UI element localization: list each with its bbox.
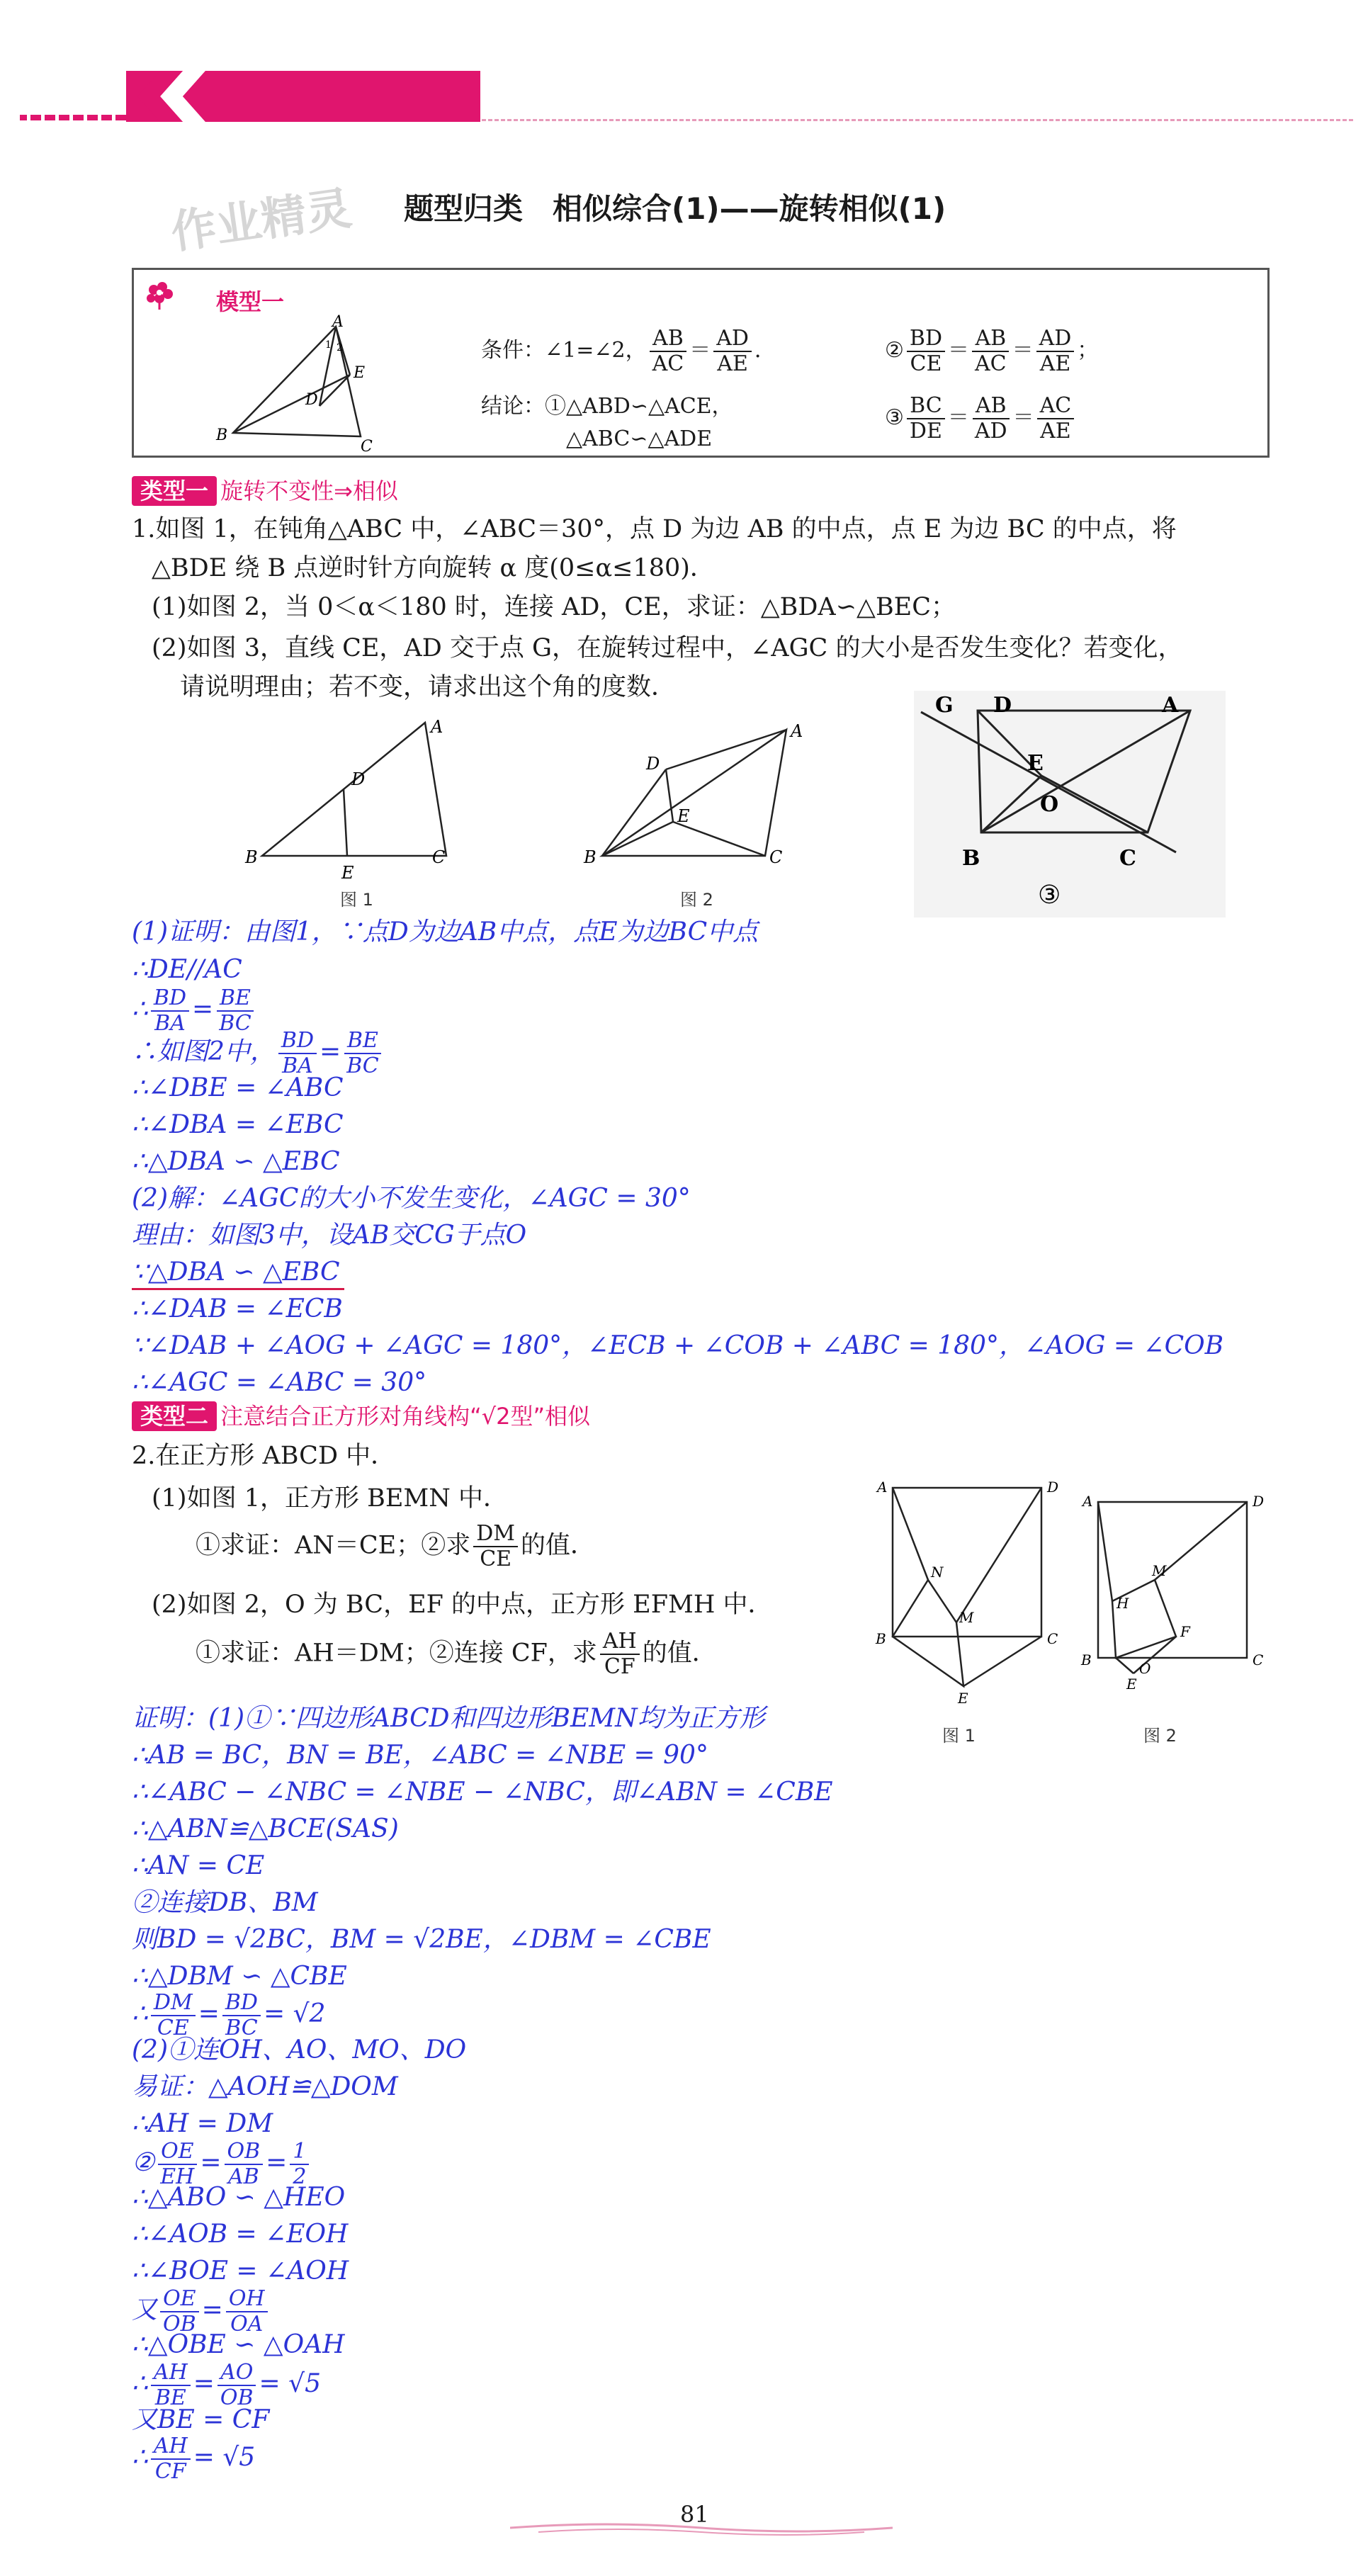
a2-line-2: ∴AB = BC，BN = BE，∠ABC = ∠NBE = 90° bbox=[132, 1741, 708, 1770]
a2-line-6: ②连接DB、BM bbox=[132, 1888, 318, 1917]
a2-line-17: 又 $\frac{OE}{OB}$ = $\frac{OH}{OA}$ bbox=[132, 2287, 271, 2337]
model-result-2: ② $\frac{BD}{CE}$ ＝ $\frac{AB}{AC}$ ＝ $\frac{AD}{AE}$ ； bbox=[885, 326, 1099, 376]
q2-line3: ①求证：AN＝CE；②求 $\frac{DM}{CE}$ 的值． bbox=[196, 1521, 596, 1571]
svg-text:B: B bbox=[245, 847, 258, 867]
model-angle-1: 1 bbox=[325, 339, 332, 351]
model-label-e: E bbox=[354, 364, 366, 382]
model-conclusion: 结论：①△ABD∽△ACE， bbox=[481, 394, 733, 419]
svg-text:O: O bbox=[1040, 792, 1059, 817]
svg-text:N: N bbox=[931, 1564, 944, 1581]
a1-line-8: (2)解：∠AGC的大小不发生变化，∠AGC = 30° bbox=[132, 1184, 691, 1213]
a2-line-15: ∴∠AOB = ∠EOH bbox=[132, 2220, 349, 2249]
svg-text:F: F bbox=[1180, 1623, 1190, 1640]
a2-line-4: ∴△ABN≌△BCE(SAS) bbox=[132, 1814, 399, 1843]
page-title: 题型归类 相似综合(1)——旋转相似(1) bbox=[404, 191, 946, 226]
q2-line4: (2)如图 2，O 为 BC，EF 的中点，正方形 EFMH 中． bbox=[152, 1591, 773, 1619]
a2-line-18: ∴△OBE ∽ △OAH bbox=[132, 2330, 345, 2359]
type1-tag: 类型一 bbox=[132, 476, 217, 506]
q1-figure-1 bbox=[241, 708, 496, 900]
q1-fig2-caption: 图 2 bbox=[680, 890, 713, 910]
model-angle-2: 2 bbox=[337, 342, 343, 354]
svg-text:B: B bbox=[962, 846, 980, 871]
q2-fig2-caption: 图 2 bbox=[1143, 1726, 1177, 1746]
a2-line-19: ∴ $\frac{AH}{BE}$ = $\frac{AO}{OB}$ = √5 bbox=[132, 2360, 321, 2410]
svg-text:C: C bbox=[769, 847, 783, 867]
svg-text:E: E bbox=[1126, 1676, 1137, 1693]
q1-fig3-caption: ③ bbox=[1038, 881, 1061, 910]
svg-text:D: D bbox=[351, 769, 366, 789]
a2-line-13: ② $\frac{OE}{EH}$ = $\frac{OB}{AB}$ = $\frac{1}{2}$ bbox=[132, 2140, 312, 2189]
svg-text:C: C bbox=[432, 847, 446, 867]
svg-text:C: C bbox=[1253, 1651, 1264, 1668]
model-result-3: ③ $\frac{BC}{DE}$ ＝ $\frac{AB}{AD}$ ＝ $\frac{AC}{AE}$ bbox=[885, 394, 1077, 444]
q2-figure-2 bbox=[1077, 1488, 1275, 1700]
a2-line-7: 则BD = √2BC，BM = √2BE，∠DBM = ∠CBE bbox=[132, 1925, 711, 1954]
a1-line-11: ∴∠DAB = ∠ECB bbox=[132, 1294, 343, 1323]
svg-text:D: D bbox=[646, 754, 660, 774]
svg-text:B: B bbox=[876, 1630, 886, 1647]
q2-figure-1 bbox=[871, 1474, 1084, 1714]
a2-line-5: ∴AN = CE bbox=[132, 1851, 265, 1880]
a1-line-1: (1)证明：由图1，∵点D为边AB中点，点E为边BC中点 bbox=[132, 917, 759, 947]
type1-heading bbox=[132, 473, 398, 506]
a2-line-9: ∴ $\frac{DM}{CE}$ = $\frac{BD}{BC}$ = √2 bbox=[132, 1990, 326, 2040]
type2-heading bbox=[132, 1399, 590, 1431]
a1-line-13: ∴∠AGC = ∠ABC = 30° bbox=[132, 1368, 427, 1397]
model-label-c: C bbox=[361, 438, 373, 454]
a1-line-5: ∴∠DBE = ∠ABC bbox=[132, 1073, 344, 1102]
a2-line-16: ∴∠BOE = ∠AOH bbox=[132, 2256, 349, 2286]
header-chevrons bbox=[20, 71, 480, 122]
a2-line-8: ∴△DBM ∽ △CBE bbox=[132, 1962, 347, 1991]
svg-text:H: H bbox=[1117, 1595, 1129, 1612]
a1-line-12: ∵∠DAB + ∠AOG + ∠AGC = 180°，∠ECB + ∠COB + ∠ABC = 180°，∠AOG = ∠COB bbox=[132, 1331, 1224, 1360]
svg-text:E: E bbox=[341, 863, 354, 883]
q2-line5: ①求证：AH＝DM；②连接 CF，求 $\frac{AH}{CF}$ 的值． bbox=[196, 1629, 717, 1679]
header-band bbox=[20, 71, 480, 122]
a1-underline-mark bbox=[132, 1288, 344, 1290]
svg-text:G: G bbox=[935, 693, 954, 718]
watermark: 作业精灵 bbox=[167, 182, 355, 260]
svg-text:M: M bbox=[1152, 1562, 1167, 1579]
svg-text:A: A bbox=[1162, 693, 1179, 718]
svg-text:A: A bbox=[1082, 1493, 1093, 1510]
model-box bbox=[132, 268, 1270, 458]
svg-text:B: B bbox=[584, 847, 597, 867]
model-label-d: D bbox=[305, 391, 318, 409]
q1-line2: △BDE 绕 B 点逆时针方向旋转 α 度(0≤α≤180)． bbox=[152, 554, 715, 582]
a1-line-6: ∴∠DBA = ∠EBC bbox=[132, 1110, 344, 1139]
q1-line4: (2)如图 3，直线 CE，AD 交于点 G，在旋转过程中，∠AGC 的大小是否发生变化？若变化， bbox=[152, 634, 1183, 662]
a2-line-11: 易证：△AOH≌△DOM bbox=[132, 2072, 398, 2101]
q1-fig1-caption: 图 1 bbox=[340, 890, 373, 910]
model-conclusion-2: △ABC∽△ADE bbox=[566, 426, 713, 451]
a1-line-7: ∴△DBA ∽ △EBC bbox=[132, 1147, 340, 1176]
type2-title: 注意结合正方形对角线构“√2型”相似 bbox=[220, 1403, 591, 1430]
a2-line-3: ∴∠ABC − ∠NBC = ∠NBE − ∠NBC，即∠ABN = ∠CBE bbox=[132, 1778, 833, 1807]
svg-text:E: E bbox=[1027, 751, 1044, 776]
svg-text:D: D bbox=[1047, 1479, 1059, 1496]
q2-line2: (1)如图 1，正方形 BEMN 中． bbox=[152, 1484, 508, 1513]
svg-text:D: D bbox=[993, 693, 1012, 718]
a1-line-4: ∴如图2中， $\frac{BD}{BA}$ = $\frac{BE}{BC}$ bbox=[132, 1029, 385, 1078]
svg-text:A: A bbox=[877, 1479, 888, 1496]
q1-line1: 1.如图 1，在钝角△ABC 中，∠ABC＝30°，点 D 为边 AB 的中点，点 E 为边 BC 的中点，将 bbox=[132, 515, 1177, 543]
svg-text:B: B bbox=[1081, 1651, 1092, 1668]
a2-line-20: 又BE = CF bbox=[132, 2405, 270, 2434]
model-figure bbox=[212, 312, 396, 454]
header-dashed-line bbox=[482, 119, 1353, 121]
model-condition: 条件：∠1=∠2， $\frac{AB}{AC}$ ＝ $\frac{AD}{AE}$ ． bbox=[481, 326, 776, 376]
svg-text:A: A bbox=[431, 717, 443, 737]
a2-line-1: 证明：(1)①∵四边形ABCD和四边形BEMN均为正方形 bbox=[132, 1704, 765, 1733]
svg-text:O: O bbox=[1139, 1660, 1151, 1677]
page-number: 81 bbox=[680, 2501, 709, 2528]
type1-title: 旋转不变性⇒相似 bbox=[220, 478, 398, 504]
svg-text:A: A bbox=[791, 721, 803, 741]
q1-line3: (1)如图 2，当 0＜α＜180 时，连接 AD，CE，求证：△BDA∽△BEC； bbox=[152, 593, 956, 621]
a2-line-14: ∴△ABO ∽ △HEO bbox=[132, 2183, 346, 2212]
model-label: 模型一 bbox=[216, 288, 285, 315]
a1-line-10: ∵△DBA ∽ △EBC bbox=[132, 1258, 340, 1287]
a2-line-21: ∴ $\frac{AH}{CF}$ = √5 bbox=[132, 2434, 256, 2484]
a2-line-12: ∴AH = DM bbox=[132, 2109, 273, 2138]
q2-fig1-caption: 图 1 bbox=[942, 1726, 976, 1746]
a1-line-9: 理由：如图3中，设AB交CG于点O bbox=[132, 1221, 527, 1250]
svg-text:C: C bbox=[1119, 846, 1136, 871]
svg-text:E: E bbox=[677, 806, 690, 826]
type2-tag: 类型二 bbox=[132, 1401, 217, 1431]
svg-text:D: D bbox=[1253, 1493, 1265, 1510]
svg-text:C: C bbox=[1047, 1630, 1058, 1647]
model-label-a: A bbox=[332, 313, 344, 331]
a2-line-10: (2)①连OH、AO、MO、DO bbox=[132, 2035, 467, 2064]
q1-figure-2 bbox=[574, 708, 836, 900]
a1-line-3: ∴ $\frac{BD}{BA}$ = $\frac{BE}{BC}$ bbox=[132, 986, 257, 1036]
a1-line-2: ∴DE//AC bbox=[132, 955, 242, 984]
q2-line1: 2.在正方形 ABCD 中． bbox=[132, 1442, 396, 1470]
q1-figure-3 bbox=[914, 691, 1226, 917]
q1-line5: 请说明理由；若不变，请求出这个角的度数． bbox=[180, 673, 677, 701]
svg-text:M: M bbox=[959, 1609, 974, 1626]
flower-icon bbox=[144, 280, 179, 311]
model-label-b: B bbox=[216, 426, 228, 444]
svg-text:E: E bbox=[958, 1690, 968, 1707]
